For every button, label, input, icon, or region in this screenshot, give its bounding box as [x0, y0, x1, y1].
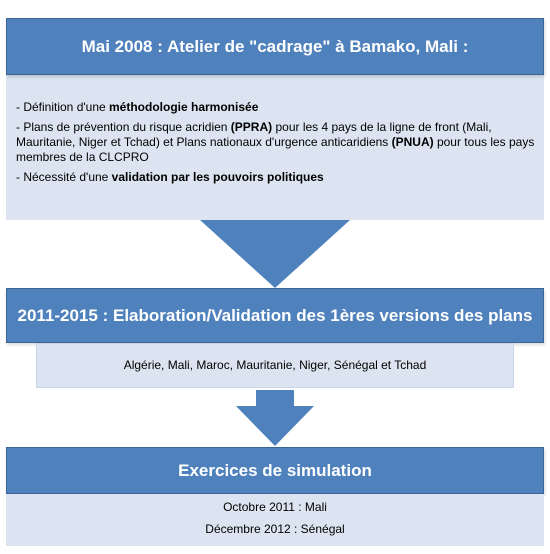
step3-details-panel — [6, 494, 544, 546]
down-arrow-large — [0, 220, 550, 290]
simulation-item-senegal: Décembre 2012 : Sénégal — [205, 522, 345, 536]
step2-details-panel — [36, 343, 514, 388]
simulation-item-mali: Octobre 2011 : Mali — [223, 500, 327, 514]
down-arrow-small — [0, 390, 550, 448]
bullet-plans: - Plans de prévention du risque acridien (PPRA) pour les 4 pays de la ligne de front (Mali, Mauritanie, Niger et Tchad) et Plans nationaux d'urgence anticaridiens (PNUA) pour tous les pays membres de la CLCPRO — [16, 120, 535, 164]
step2-title: 2011-2015 : Elaboration/Validation des 1ères versions des plans — [17, 305, 533, 325]
bullet-methodology: - Définition d'une méthodologie harmonisée — [16, 100, 259, 114]
step3-header — [6, 447, 544, 494]
bullet-validation: - Nécessité d'une validation par les pouvoirs politiques — [16, 170, 324, 184]
step3-title: Exercices de simulation — [178, 460, 372, 480]
step1-bullet-list — [16, 100, 536, 185]
step1-title: Mai 2008 : Atelier de "cadrage" à Bamako, Mali : — [81, 36, 469, 56]
step2-countries: Algérie, Mali, Maroc, Mauritanie, Niger, Sénégal et Tchad — [123, 358, 427, 372]
step1-header — [6, 18, 544, 75]
step2-header — [6, 288, 544, 343]
step1-details-panel — [6, 74, 544, 220]
